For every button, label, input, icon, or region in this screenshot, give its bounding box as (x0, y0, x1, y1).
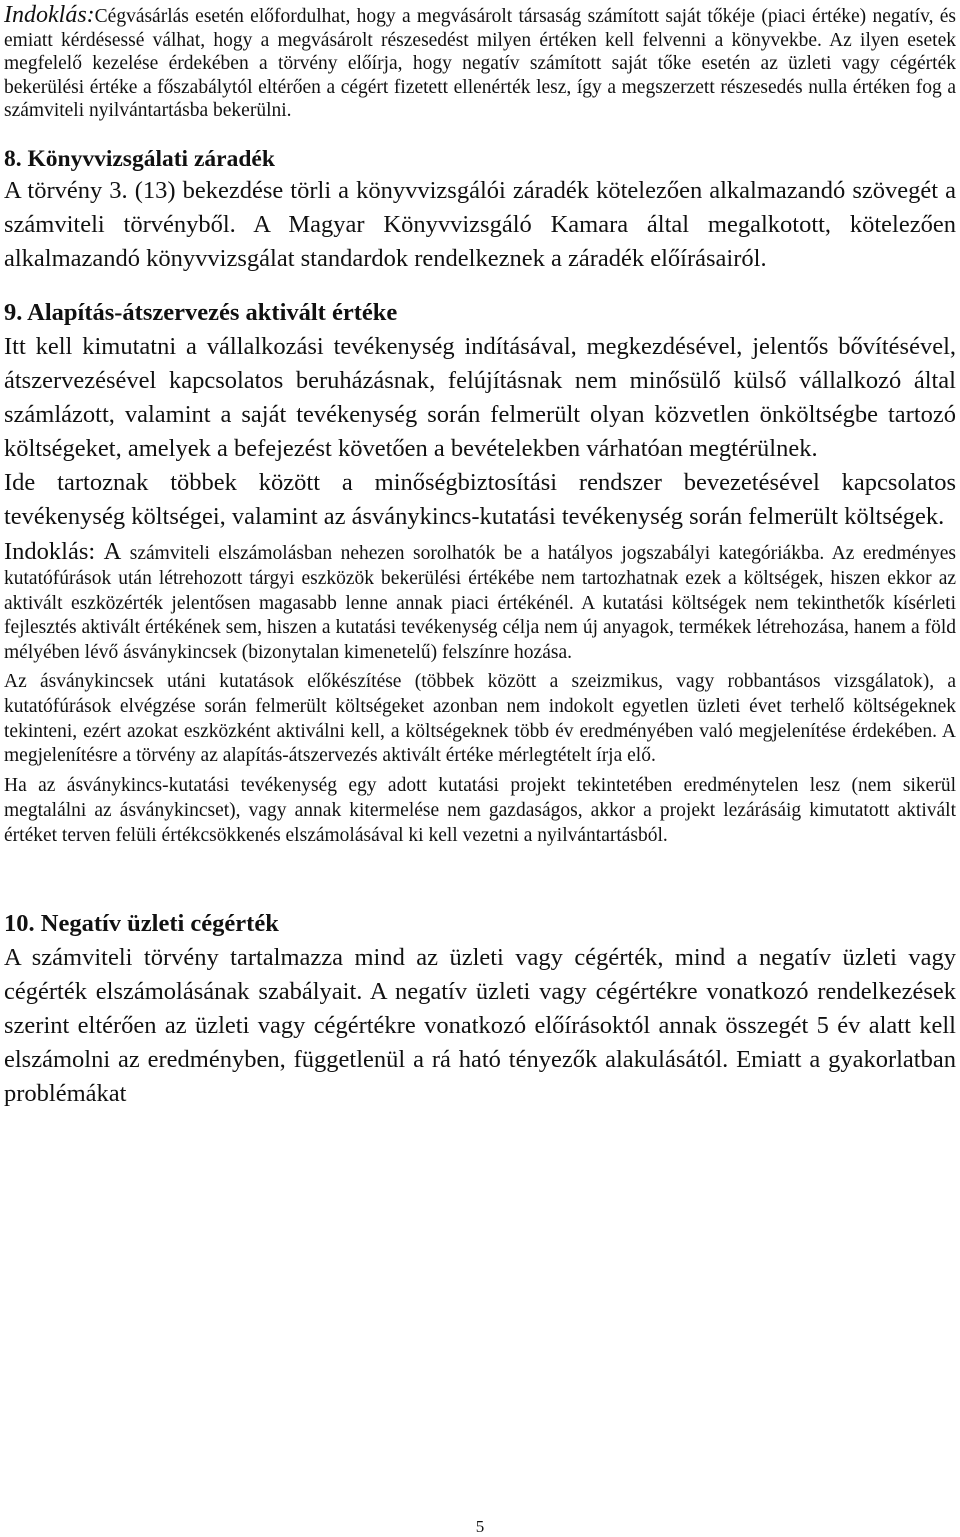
section-10-paragraph: A számviteli törvény tartalmazza mind az üzleti vagy cégérték, mind a negatív üzleti vagy cégérték elszámolásának szabályait. A negatív üzleti vagy cégértékre vonatkozó rendelkezések szerint eltérően az üzleti vagy cégértékre vonatkozó előírásoktól annak összegét 5 év alatt kell elszámolni az eredményben, függetlenül a rá ható tényezők alakulásától. Emiatt a gyakorlatban problémákat (4, 943, 956, 1107)
intro-lead: Indoklás: (4, 2, 95, 28)
intro-paragraph (4, 4, 956, 123)
section-8-heading: 8. Könyvvizsgálati záradék (4, 145, 275, 172)
reasoning-text: számviteli elszámolásban nehezen sorolhatók be a hatályos jogszabályi kategóriákba. Az eredményes kutatófúrások után létrehozott tárgyi eszközök bekerülési értékébe nem tartozhatnak ezek a költségek, hiszen ekkor az aktivált eszközérték jelentősen magasabb lenne annak piaci értékénél. A kutatási költségek nem tekinthetők kísérleti fejlesztés aktivált értékének sem, hiszen a kutatási tevékenység célja nem új anyagok, termékek létrehozása, hanem a föld mélyében lévő ásványkincsek (bizonytalan kimenetelű) felszínre hozása. (4, 542, 957, 664)
section-9-paragraph-4: Az ásványkincsek utáni kutatások előkészítése (többek között a szeizmikus, vagy robbantásos vizsgálatok), a kutatófúrások elvégzése során felmerült költségeket azonban nem indokolt egyetlen üzleti évet terhelő költségeknek tekinteni, ezért azokat eszközként aktiválni kell, a költségeknek több év eredményében való megjelenítése érdekében. A megjelenítésre a törvény az alapítás-átszervezés aktivált értéke mérlegtételt írja elő. (4, 670, 956, 767)
intro-text: Cégvásárlás esetén előfordulhat, hogy a megvásárolt társaság számított saját tőkéje (piaci értéke) negatív, és emiatt kérdésessé válhat, hogy a megvásárolt részesedést milyen értéken kell felvenni a könyvekbe. Az ilyen esetek megfelelő kezelése érdekében a törvény előírja, hogy negatív számított saját tőke esetén az üzleti vagy cégérték bekerülési értéke a főszabálytól eltérően a cégért fizetett ellenérték lesz, így a megszerzett részesedés nulla értéken fog a számviteli nyilvántartásba bekerülni. (4, 6, 956, 122)
section-9-paragraph-1: Itt kell kimutatni a vállalkozási tevékenység indításával, megkezdésével, jelentős bővítésével, átszervezésével kapcsolatos beruházásnak, felújításnak nem minősülő külső vállalkozó által számlázott, valamint a saját tevékenység során felmerült olyan közvetlen önköltségbe tartozó költségeket, amelyek a befejezést követően a bevételekben várhatóan megtérülnek. (4, 332, 956, 462)
reasoning-lead: Indoklás: A (4, 537, 122, 565)
page-number: 5 (475, 1517, 485, 1536)
section-9-reasoning (4, 537, 957, 666)
section-9-paragraph-5: Ha az ásványkincs-kutatási tevékenység egy adott kutatási projekt tekintetében eredménytelen lesz (nem sikerül megtalálni az ásványkincset), vagy annak kitermelése nem gazdaságos, akkor a projekt lezárásáig kimutatott aktivált értéket terven felüli értékcsökkenés elszámolásával ki kell vezetni a nyilvántartásból. (4, 775, 956, 846)
section-9-heading: 9. Alapítás-átszervezés aktivált értéke (4, 298, 398, 326)
section-9-paragraph-2: Ide tartoznak többek között a minőségbiztosítási rendszer bevezetésével kapcsolatos tevékenység költségei, valamint az ásványkincs-kutatási tevékenység során felmerült költségek. (4, 468, 956, 530)
document-page (4, 4, 956, 1111)
section-8-paragraph: A törvény 3. (13) bekezdése törli a könyvvizsgálói záradék kötelezően alkalmazandó szövegét a számviteli törvényből. A Magyar Könyvvizsgáló Kamara által megalkotott, kötelezően alkalmazandó könyvvizsgálat standardok rendelkeznek a záradék előírásairól. (4, 176, 956, 272)
section-10-heading: 10. Negatív üzleti cégérték (4, 909, 279, 937)
